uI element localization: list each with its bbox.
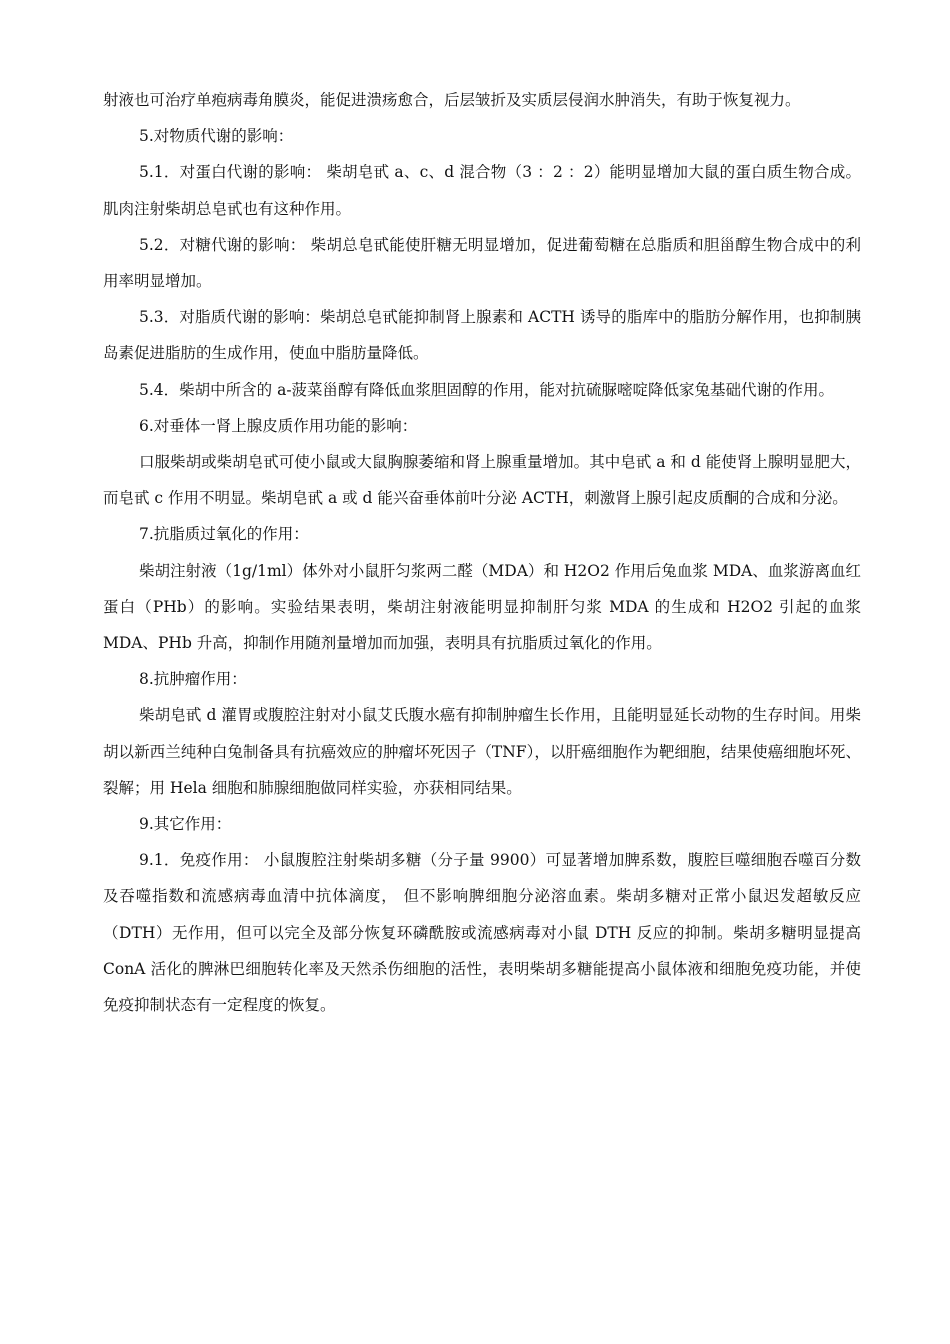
paragraph-8-body: 柴胡皂甙 d 灌胃或腹腔注射对小鼠艾氏腹水癌有抑制肿瘤生长作用，且能明显延长动物的生存时间。用柴胡以新西兰纯种白兔制备具有抗癌效应的肿瘤坏死因子（TNF），以肝癌细胞作为靶细胞，结果使癌细胞坏死、裂解；用 Hela 细胞和肺腺细胞做同样实验，亦获相同结果。 <box>103 706 861 797</box>
paragraph-5-2: 5.2．对糖代谢的影响： 柴胡总皂甙能使肝糖无明显增加，促进葡萄糖在总脂质和胆甾醇生物合成中的利用率明显增加。 <box>103 235 861 291</box>
paragraph-5-1: 5.1．对蛋白代谢的影响： 柴胡皂甙 a、c、d 混合物（3 ：2 ：2）能明显增加大鼠的蛋白质生物合成。肌肉注射柴胡总皂甙也有这种作用。 <box>103 163 861 218</box>
paragraph-7-body: 柴胡注射液（1g/1ml）体外对小鼠肝匀浆两二醛（MDA）和 H2O2 作用后兔血浆 MDA、血浆游离血红蛋白（PHb）的影响。实验结果表明，柴胡注射液能明显抑制肝匀浆 MDA 的生成和 H2O2 引起的血浆 MDA、PHb 升高，抑制作用随剂量增加而加强，表明具有抗脂质过氧化的作用。 <box>103 561 861 653</box>
paragraph-9-1: 9.1．免疫作用： 小鼠腹腔注射柴胡多糖（分子量 9900）可显著增加脾系数，腹腔巨噬细胞吞噬百分数及吞噬指数和流感病毒血清中抗体滴度， 但不影响脾细胞分泌溶血素。柴胡多糖对正常小鼠迟发超敏反应（DTH）无作用，但可以完全及部分恢复环磷酰胺或流感病毒对小鼠 DTH 反应的抑制。柴胡多糖明显提高 ConA 活化的脾淋巴细胞转化率及天然杀伤细胞的活性，表明柴胡多糖能提高小鼠体液和细胞免疫功能，并使免疫抑制状态有一定程度的恢复。 <box>103 851 861 1015</box>
document-page <box>103 82 861 1023</box>
paragraph-5-4: 5.4．柴胡中所含的 a-菠菜甾醇有降低血浆胆固醇的作用，能对抗硫脲嘧啶降低家兔基础代谢的作用。 <box>139 380 835 399</box>
heading-section-7: 7.抗脂质过氧化的作用： <box>139 525 309 544</box>
heading-section-8: 8.抗肿瘤作用： <box>139 670 247 689</box>
paragraph-5-3: 5.3．对脂质代谢的影响：柴胡总皂甙能抑制肾上腺素和 ACTH 诱导的脂库中的脂肪分解作用，也抑制胰岛素促进脂肪的生成作用，使血中脂肪量降低。 <box>103 308 861 363</box>
heading-section-9: 9.其它作用： <box>139 815 232 834</box>
heading-section-6: 6.对垂体一肾上腺皮质作用功能的影响： <box>139 416 418 435</box>
heading-section-5: 5.对物质代谢的影响： <box>139 127 294 146</box>
paragraph-6-body: 口服柴胡或柴胡皂甙可使小鼠或大鼠胸腺萎缩和肾上腺重量增加。其中皂甙 a 和 d 能使肾上腺明显肥大，而皂甙 c 作用不明显。柴胡皂甙 a 或 d 能兴奋垂体前叶分泌 ACTH，刺激肾上腺引起皮质酮的合成和分泌。 <box>103 453 861 508</box>
paragraph-intro-continuation: 射液也可治疗单疱病毒角膜炎，能促进溃疡愈合，后层皱折及实质层侵润水肿消失，有助于恢复视力。 <box>103 91 801 109</box>
